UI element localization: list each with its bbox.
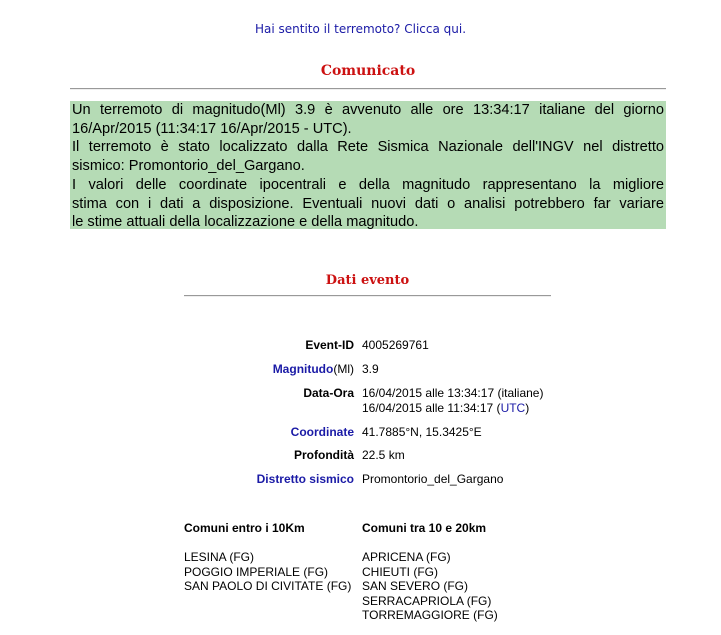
magnitude-link[interactable]: Magnitudo xyxy=(272,362,334,376)
datetime-label: Data-Ora xyxy=(303,386,354,400)
event-data-divider xyxy=(184,295,551,297)
coordinates-value: 41.7885°N, 15.3425°E xyxy=(362,425,482,439)
towns-within-10-list xyxy=(184,550,351,594)
event-id-value: 4005269761 xyxy=(362,338,429,352)
communique-line: I valori delle coordinate ipocentrali e della magnitudo rappresentano la migliore xyxy=(72,176,664,193)
list-item: SAN PAOLO DI CIVITATE (FG) xyxy=(184,579,352,594)
communique-line: stima con i dati a disposizione. Eventuali nuovi dati o analisi potrebbero far variare xyxy=(72,195,664,212)
event-id-label: Event-ID xyxy=(305,338,354,352)
towns-within-10-heading: Comuni entro i 10Km xyxy=(184,521,305,535)
towns-10-20-heading: Comuni tra 10 e 20km xyxy=(362,521,487,535)
coordinates-label[interactable]: Coordinate xyxy=(290,425,354,439)
district-label[interactable]: Distretto sismico xyxy=(256,472,354,486)
communique-box xyxy=(70,101,666,229)
communique-line: Il terremoto è stato localizzato dalla Rete Sismica Nazionale dell'INGV nel distretto xyxy=(72,139,664,156)
communique-line: Un terremoto di magnitudo(Ml) 3.9 è avvenuto alle ore 13:34:17 italiane del giorno xyxy=(72,102,664,118)
magnitude-type: (Ml) xyxy=(333,362,354,376)
utc-link[interactable]: UTC xyxy=(500,401,526,415)
felt-report-link[interactable]: Hai sentito il terremoto? Clicca qui. xyxy=(254,22,467,36)
list-item: POGGIO IMPERIALE (FG) xyxy=(184,564,329,579)
list-item: TORREMAGGIORE (FG) xyxy=(362,608,498,623)
depth-value: 22.5 km xyxy=(362,448,405,462)
datetime-local: 16/04/2015 alle 13:34:17 (italiane) xyxy=(362,386,544,400)
magnitude-value: 3.9 xyxy=(362,362,379,376)
list-item: APRICENA (FG) xyxy=(362,550,451,564)
towns-10-20-list xyxy=(362,550,498,623)
communique-line: sismico: Promontorio_del_Gargano. xyxy=(72,158,305,175)
communique-divider xyxy=(70,88,666,90)
list-item: CHIEUTI (FG) xyxy=(362,564,438,579)
list-item: SAN SEVERO (FG) xyxy=(362,579,469,594)
datetime-utc-suffix: ) xyxy=(525,401,530,415)
datetime-utc-prefix: 16/04/2015 alle 11:34:17 ( xyxy=(362,401,501,415)
communique-title: Comunicato xyxy=(320,63,416,79)
communique-line: 16/Apr/2015 (11:34:17 16/Apr/2015 - UTC). xyxy=(72,120,352,137)
event-data-title: Dati evento xyxy=(325,273,410,288)
magnitude-label xyxy=(184,362,354,377)
list-item: LESINA (FG) xyxy=(184,550,255,564)
communique-line: le stime attuali della localizzazione e della magnitudo. xyxy=(72,214,419,231)
depth-label: Profondità xyxy=(294,448,354,462)
datetime-value xyxy=(362,386,543,416)
district-value: Promontorio_del_Gargano xyxy=(362,472,504,486)
list-item: SERRACAPRIOLA (FG) xyxy=(362,593,492,608)
